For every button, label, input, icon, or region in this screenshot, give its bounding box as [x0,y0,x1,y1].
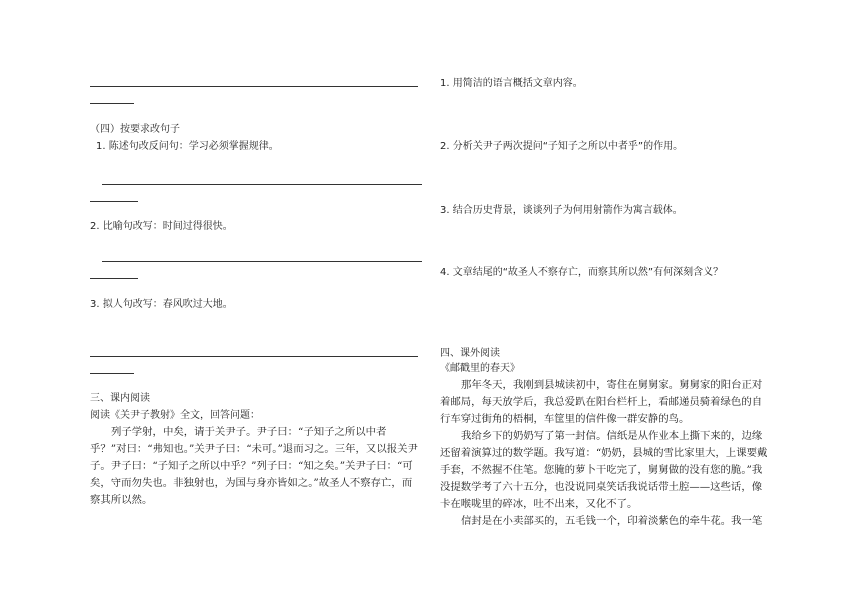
question-1-label: 1. 陈述句改反问句：学习必须掌握规律。 [96,141,279,152]
article-paragraph: 我给乡下的奶奶写了第一封信。信纸是从作业本上撕下来的，边缘还留着演算过的数学题。我写道：“奶奶，县城的雪比家里大，上课要戴手套，不然握不住笔。您腌的萝卜干吃完了，舅舅做的没有您的脆。”我没提数学考了六十五分，也没说同桌笑话我说话带土腔——这些话，像卡在喉咙里的碎冰，吐不出来，又化不了。 [440,430,768,510]
answer-line [90,201,138,202]
article-paragraph: 信封是在小卖部买的，五毛钱一个，印着淡紫色的牵牛花。我一笔 [461,515,763,527]
article-title: 《邮戳里的春天》 [440,363,520,374]
answer-line [102,261,422,262]
answer-line [90,278,138,279]
section-title-extra-reading: 四、课外阅读 [440,348,500,359]
passage-text: 列子学射，中矣，请于关尹子。尹子曰：“子知子之所以中者乎？”对曰：“弗知也。”关尹子曰：“未可。”退而习之。三年，又以报关尹子。尹子曰：“子知子之所以中乎？”列子曰：“知之矣。”关尹子曰：“可矣，守而勿失也。非独射也，为国与身亦皆如之。”故圣人不察存亡，而察其所以然。 [90,426,418,506]
reading-intro: 阅读《关尹子教射》全文，回答问题： [90,410,260,421]
question-item: 2. 分析关尹子两次提问“子知子之所以中者乎”的作用。 [440,141,684,152]
question-item: 3. 结合历史背景，谈谈列子为何用射箭作为寓言载体。 [440,205,683,216]
question-2-label: 2. 比喻句改写：时间过得很快。 [90,221,233,232]
answer-line [90,373,134,374]
answer-line [90,356,418,357]
answer-line [102,184,422,185]
question-3-label: 3. 拟人句改写：春风吹过大地。 [90,299,233,310]
question-item: 4. 文章结尾的“故圣人不察存亡，而察其所以然”有何深刻含义？ [440,267,724,278]
article-paragraph: 那年冬天，我刚到县城读初中，寄住在舅舅家。舅舅家的阳台正对着邮局，每天放学后，我总爱趴在阳台栏杆上，看邮递员骑着绿色的自行车穿过街角的梧桐，车筐里的信件像一群安静的鸟。 [440,379,763,425]
answer-line [90,103,134,104]
question-item: 1. 用简洁的语言概括文章内容。 [440,78,583,89]
section-title-rewrite: （四）按要求改句子 [90,124,180,135]
article-body [440,377,770,530]
section-title-reading: 三、课内阅读 [90,393,150,404]
answer-line [90,86,418,87]
